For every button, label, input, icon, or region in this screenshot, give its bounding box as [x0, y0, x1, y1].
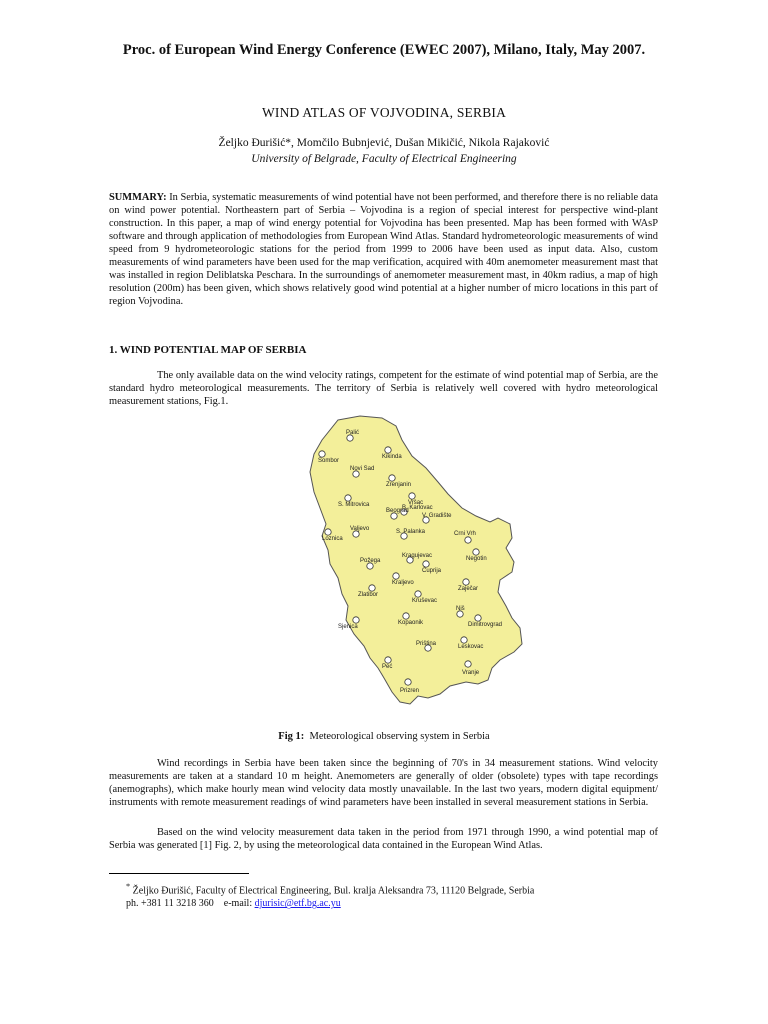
station-label: Ćuprija	[422, 568, 442, 574]
summary-label: SUMMARY:	[109, 192, 167, 203]
station-label: Palić	[346, 430, 360, 436]
station-label: Vranje	[462, 670, 480, 676]
summary-text: In Serbia, systematic measurements of wind potential have not been performed, and therefore there is no reliable data on wind power potential. Northeastern part of Serbia – Vojvodina is a region of special interest for perspective wind-plant construction. In this paper, a map of wind energy potential for Vojvodina has been presented. Map has been formed with WAsP software and through application of methodologies from European Wind Atlas. Standard hydrometeorologic measurements of wind speed from 9 hydrometeorologic stations for the period from 1999 to 2006 have been used as input data. Also, custom measurements of wind parameters have been used for the map verification, acquired with 40m anemometer measurement mast that was installed in region Deliblatska Peschara. In the surroundings of anemometer measurement mast, in 40km radius, a map of high resolution (200m) has been given, which shows relatively good wind potential at a higher number of micro locations in this part of region Vojvodina.	[109, 192, 658, 307]
figure-label: Fig 1:	[278, 731, 305, 742]
footnote-email-label: e-mail:	[223, 898, 253, 910]
serbia-territory	[310, 416, 522, 704]
station-marker	[353, 617, 359, 623]
station-label: Valjevo	[350, 526, 370, 532]
section1-paragraph-3: Based on the wind velocity measurement data taken in the period from 1971 through 1990, a wind potential map of Serbia was generated [1] Fig. 2, by using the meteorological data contained in the European Wind Atlas.	[109, 827, 658, 851]
station-label: Priština	[416, 641, 437, 647]
station-label: Požega	[360, 558, 381, 564]
station-label: Sjenica	[338, 624, 358, 630]
station-marker	[463, 579, 469, 585]
station-marker	[319, 451, 325, 457]
conference-header: Proc. of European Wind Energy Conference (EWEC 2007), Milano, Italy, May 2007.	[122, 42, 646, 58]
affiliation: University of Belgrade, Faculty of Electrical Engineering	[251, 153, 517, 165]
station-marker	[465, 537, 471, 543]
footnote-marker: *	[126, 882, 131, 891]
station-marker	[461, 637, 467, 643]
footnote-email-link[interactable]: djurisic@etf.bg.ac.yu	[254, 898, 341, 910]
station-marker	[369, 585, 375, 591]
figure-caption-text: Meteorological observing system in Serbia	[309, 731, 490, 742]
author-list: Željko Đurišić*, Momčilo Bubnjević, Dušan Mikičić, Nikola Rajaković	[218, 137, 550, 149]
station-label: Novi Sad	[350, 466, 375, 472]
station-marker	[385, 447, 391, 453]
station-label: B. Karlovac	[402, 505, 433, 511]
station-label: Kruševac	[412, 598, 438, 604]
figure-1-caption	[0, 731, 768, 742]
section-heading: 1. WIND POTENTIAL MAP OF SERBIA	[109, 344, 307, 356]
station-label: Zlatibor	[358, 592, 379, 598]
station-label: Sombor	[318, 458, 340, 464]
station-marker	[465, 661, 471, 667]
summary-paragraph	[109, 191, 658, 308]
paper-title: WIND ATLAS OF VOJVODINA, SERBIA	[261, 105, 507, 120]
station-marker	[325, 529, 331, 535]
station-label: S. Palanka	[396, 529, 426, 535]
station-label: Beograd	[386, 508, 409, 514]
station-marker	[475, 615, 481, 621]
footnote-rule	[109, 873, 249, 874]
station-label: Leskovac	[458, 644, 484, 650]
station-marker	[473, 549, 479, 555]
footnote-address: Željko Đurišić, Faculty of Electrical Engineering, Bul. kralja Aleksandra 73, 11120 Belgrade, Serbia	[132, 885, 535, 897]
station-label: Peć	[382, 664, 393, 670]
station-label: S. Mitrovica	[338, 502, 370, 508]
station-marker	[389, 475, 395, 481]
footnote-line-2	[126, 897, 666, 910]
station-label: Kikinda	[382, 454, 402, 460]
footnote	[126, 880, 666, 910]
station-label: Kragujevac	[402, 553, 433, 559]
station-marker	[345, 495, 351, 501]
station-marker	[393, 573, 399, 579]
station-label: Vršac	[408, 500, 424, 506]
station-marker	[405, 679, 411, 685]
station-label: Negotin	[466, 556, 487, 562]
station-marker	[409, 493, 415, 499]
section1-paragraph-2: Wind recordings in Serbia have been taken since the beginning of 70's in 34 measurement stations. Wind velocity measurements are taken at a standard 10 m height. Anemometers are generally of older (obsolete) types with tape recordings (anemographs), which make hourly mean wind velocity data mostly unavailable. In the last two years, modern digital equipment/ instruments with remote measurement readings of wind parameters have been installed in several measurement stations in Serbia.	[109, 758, 658, 808]
station-label: Kopaonik	[398, 620, 424, 626]
footnote-phone: ph. +381 11 3218 360	[126, 898, 214, 910]
station-marker	[403, 613, 409, 619]
station-label: Loznica	[322, 536, 343, 542]
station-label: Niš	[456, 606, 465, 612]
station-marker	[423, 561, 429, 567]
figure-1	[300, 412, 528, 712]
station-label: Dimitrovgrad	[468, 622, 503, 628]
station-label: Zaječar	[458, 586, 479, 592]
footnote-line-1	[126, 880, 666, 897]
station-label: Crni Vrh	[454, 531, 476, 537]
station-label: V. Gradište	[422, 513, 452, 519]
station-marker	[385, 657, 391, 663]
station-label: Zrenjanin	[386, 482, 412, 488]
station-label: Prizren	[400, 688, 420, 694]
section1-paragraph-1: The only available data on the wind velocity ratings, competent for the estimate of wind potential map of Serbia, are the standard hydro meteorological measurements. The territory of Serbia is relatively well covered with hydro meteorological measurement stations, Fig.1.	[109, 370, 658, 407]
station-marker	[415, 591, 421, 597]
station-label: Kraljevo	[392, 580, 414, 586]
serbia-station-map	[300, 412, 528, 712]
